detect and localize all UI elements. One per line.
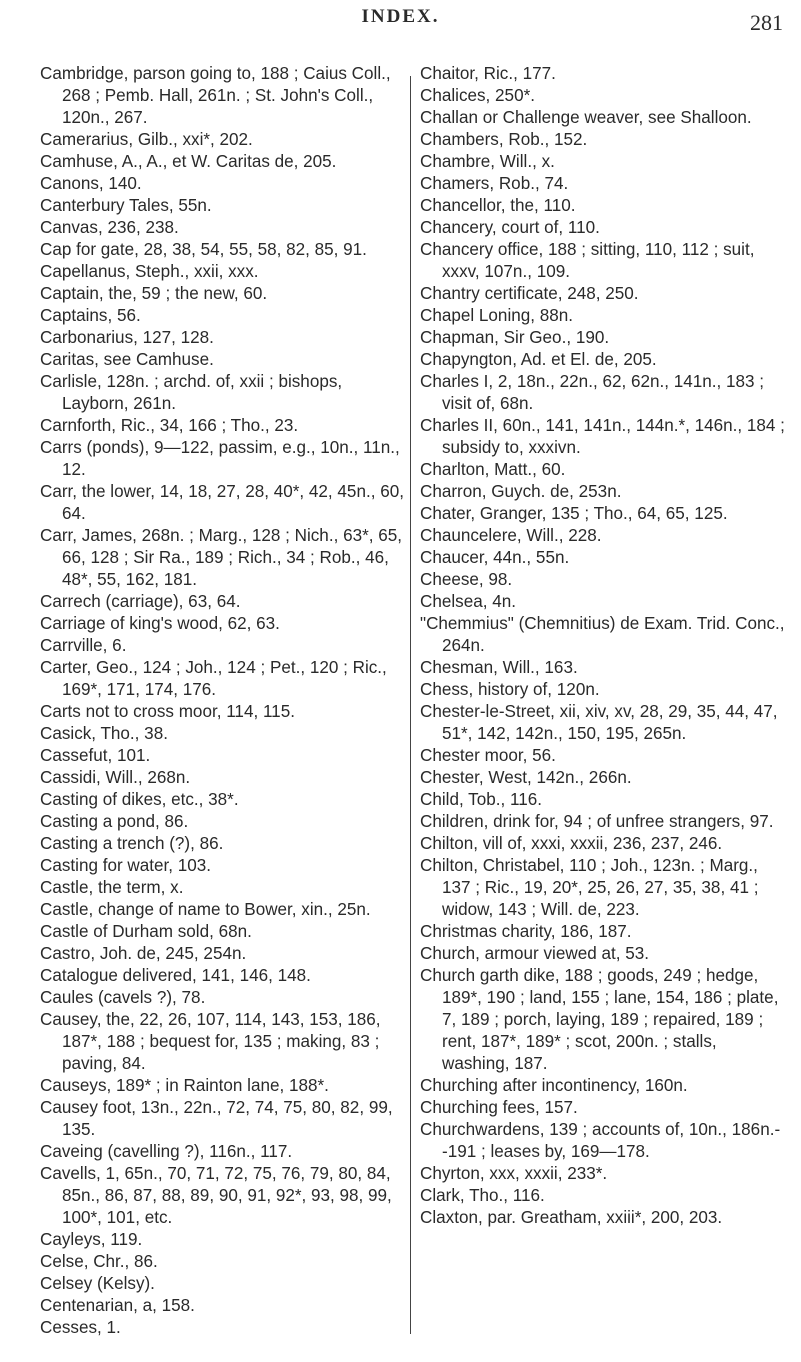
index-entry: Charles II, 60n., 141, 141n., 144n.*, 146n., 184 ; subsidy to, xxxivn. [420,416,785,457]
running-head: INDEX. [361,6,440,27]
index-entry: Chilton, Christabel, 110 ; Joh., 123n. ; Marg., 137 ; Ric., 19, 20*, 25, 26, 27, 35, 38, 41 ; widow, 143 ; Will. de, 223. [420,856,759,919]
index-entry: Carrech (carriage), 63, 64. [40,592,241,611]
index-entry: Chamers, Rob., 74. [420,174,569,193]
index-entry: Chambre, Will., x. [420,152,555,171]
page-number: 281 [750,10,783,35]
index-entry: Camhuse, A., A., et W. Caritas de, 205. [40,152,337,171]
index-entry: Chester-le-Street, xii, xiv, xv, 28, 29, 35, 44, 47, 51*, 142, 142n., 150, 195, 265n. [420,702,778,743]
index-entry: Castle, the term, x. [40,878,184,897]
index-entry: Catalogue delivered, 141, 146, 148. [40,966,311,985]
index-entry: Claxton, par. Greatham, xxiii*, 200, 203. [420,1208,723,1227]
index-entry: Church garth dike, 188 ; goods, 249 ; hedge, 189*, 190 ; land, 155 ; lane, 154, 186 ; plate, 7, 189 ; porch, laying, 189 ; repaired, 189 ; rent, 187*, 189* ; scot, 200n. ; stalls, washing, 187. [420,966,779,1073]
index-entry: Centenarian, a, 158. [40,1296,195,1315]
index-entry: Carriage of king's wood, 62, 63. [40,614,280,633]
index-entry: Chyrton, xxx, xxxii, 233*. [420,1164,608,1183]
index-entry: Carbonarius, 127, 128. [40,328,214,347]
index-entry: Chess, history of, 120n. [420,680,600,699]
index-entry: Carter, Geo., 124 ; Joh., 124 ; Pet., 120 ; Ric., 169*, 171, 174, 176. [40,658,387,699]
index-entry: Casting for water, 103. [40,856,212,875]
index-entry: Carr, James, 268n. ; Marg., 128 ; Nich., 63*, 65, 66, 128 ; Sir Ra., 189 ; Rich., 34 ; Rob., 46, 48*, 55, 162, 181. [40,526,402,589]
index-entry: Charles I, 2, 18n., 22n., 62, 62n., 141n., 183 ; visit of, 68n. [420,372,765,413]
index-entry: Celse, Chr., 86. [40,1252,158,1271]
index-entry: Charlton, Matt., 60. [420,460,566,479]
index-entry: Caveing (cavelling ?), 116n., 117. [40,1142,293,1161]
index-entry: Cambridge, parson going to, 188 ; Caius Coll., 268 ; Pemb. Hall, 261n. ; St. John's Coll., 120n., 267. [40,64,391,127]
index-entry: Chapel Loning, 88n. [420,306,574,325]
index-entry: Celsey (Kelsy). [40,1274,155,1293]
index-entry: "Chemmius" (Chemnitius) de Exam. Trid. Conc., 264n. [420,614,785,655]
index-entry: Causey, the, 22, 26, 107, 114, 143, 153, 186, 187*, 188 ; bequest for, 135 ; making, 83 ; paving, 84. [40,1010,381,1073]
index-entry: Chaucer, 44n., 55n. [420,548,570,567]
index-entry: Chapman, Sir Geo., 190. [420,328,610,347]
index-entry: Cassefut, 101. [40,746,151,765]
page-header [0,0,801,70]
index-entry: Church, armour viewed at, 53. [420,944,649,963]
index-entry: Castle, change of name to Bower, xin., 25n. [40,900,371,919]
index-entry: Chambers, Rob., 152. [420,130,588,149]
index-entry: Cesses, 1. [40,1318,121,1337]
index-column-right [420,63,785,1229]
column-divider [410,76,411,1334]
index-entry: Chauncelere, Will., 228. [420,526,602,545]
index-entry: Chancellor, the, 110. [420,196,576,215]
index-entry: Chancery, court of, 110. [420,218,600,237]
index-entry: Chester moor, 56. [420,746,556,765]
index-entry: Caritas, see Camhuse. [40,350,214,369]
index-entry: Cayleys, 119. [40,1230,143,1249]
index-entry: Captain, the, 59 ; the new, 60. [40,284,268,303]
index-entry: Churching after incontinency, 160n. [420,1076,688,1095]
index-entry: Chapyngton, Ad. et El. de, 205. [420,350,657,369]
index-entry: Chester, West, 142n., 266n. [420,768,632,787]
index-entry: Challan or Challenge weaver, see Shalloon. [420,108,752,127]
index-entry: Capellanus, Steph., xxii, xxx. [40,262,259,281]
index-entry: Casting a pond, 86. [40,812,189,831]
index-entry: Christmas charity, 186, 187. [420,922,632,941]
index-column-left [40,63,405,1339]
index-entry: Child, Tob., 116. [420,790,542,809]
index-entry: Chelsea, 4n. [420,592,516,611]
index-entry: Cheese, 98. [420,570,513,589]
index-entry: Causey foot, 13n., 22n., 72, 74, 75, 80, 82, 99, 135. [40,1098,393,1139]
index-entry: Cassidi, Will., 268n. [40,768,191,787]
index-entry: Churching fees, 157. [420,1098,578,1117]
index-entry: Camerarius, Gilb., xxi*, 202. [40,130,253,149]
index-entry: Carnforth, Ric., 34, 166 ; Tho., 23. [40,416,299,435]
index-entry: Castro, Joh. de, 245, 254n. [40,944,247,963]
index-entry: Chesman, Will., 163. [420,658,578,677]
index-entry: Carts not to cross moor, 114, 115. [40,702,295,721]
index-entry: Canvas, 236, 238. [40,218,179,237]
index-entry: Carrs (ponds), 9—122, passim, e.g., 10n., 11n., 12. [40,438,400,479]
index-entry: Carlisle, 128n. ; archd. of, xxii ; bishops, Layborn, 261n. [40,372,343,413]
index-entry: Casting of dikes, etc., 38*. [40,790,239,809]
index-entry: Churchwardens, 139 ; accounts of, 10n., 186n.--191 ; leases by, 169—178. [420,1120,781,1161]
index-entry: Cavells, 1, 65n., 70, 71, 72, 75, 76, 79, 80, 84, 85n., 86, 87, 88, 89, 90, 91, 92*, 93, 98, 99, 100*, 101, etc. [40,1164,392,1227]
index-entry: Canterbury Tales, 55n. [40,196,212,215]
index-entry: Children, drink for, 94 ; of unfree strangers, 97. [420,812,774,831]
index-entry: Cap for gate, 28, 38, 54, 55, 58, 82, 85, 91. [40,240,367,259]
index-entry: Chaitor, Ric., 177. [420,64,556,83]
index-entry: Chalices, 250*. [420,86,535,105]
index-entry: Captains, 56. [40,306,141,325]
index-entry: Canons, 140. [40,174,142,193]
index-entry: Causeys, 189* ; in Rainton lane, 188*. [40,1076,329,1095]
index-entry: Castle of Durham sold, 68n. [40,922,252,941]
index-entry: Carrville, 6. [40,636,127,655]
index-entry: Caules (cavels ?), 78. [40,988,206,1007]
index-entry: Chilton, vill of, xxxi, xxxii, 236, 237, 246. [420,834,723,853]
index-entry: Chater, Granger, 135 ; Tho., 64, 65, 125. [420,504,728,523]
index-entry: Casick, Tho., 38. [40,724,168,743]
index-entry: Carr, the lower, 14, 18, 27, 28, 40*, 42, 45n., 60, 64. [40,482,404,523]
index-entry: Casting a trench (?), 86. [40,834,224,853]
index-entry: Chantry certificate, 248, 250. [420,284,639,303]
index-entry: Clark, Tho., 116. [420,1186,545,1205]
index-entry: Charron, Guych. de, 253n. [420,482,622,501]
index-entry: Chancery office, 188 ; sitting, 110, 112 ; suit, xxxv, 107n., 109. [420,240,755,281]
